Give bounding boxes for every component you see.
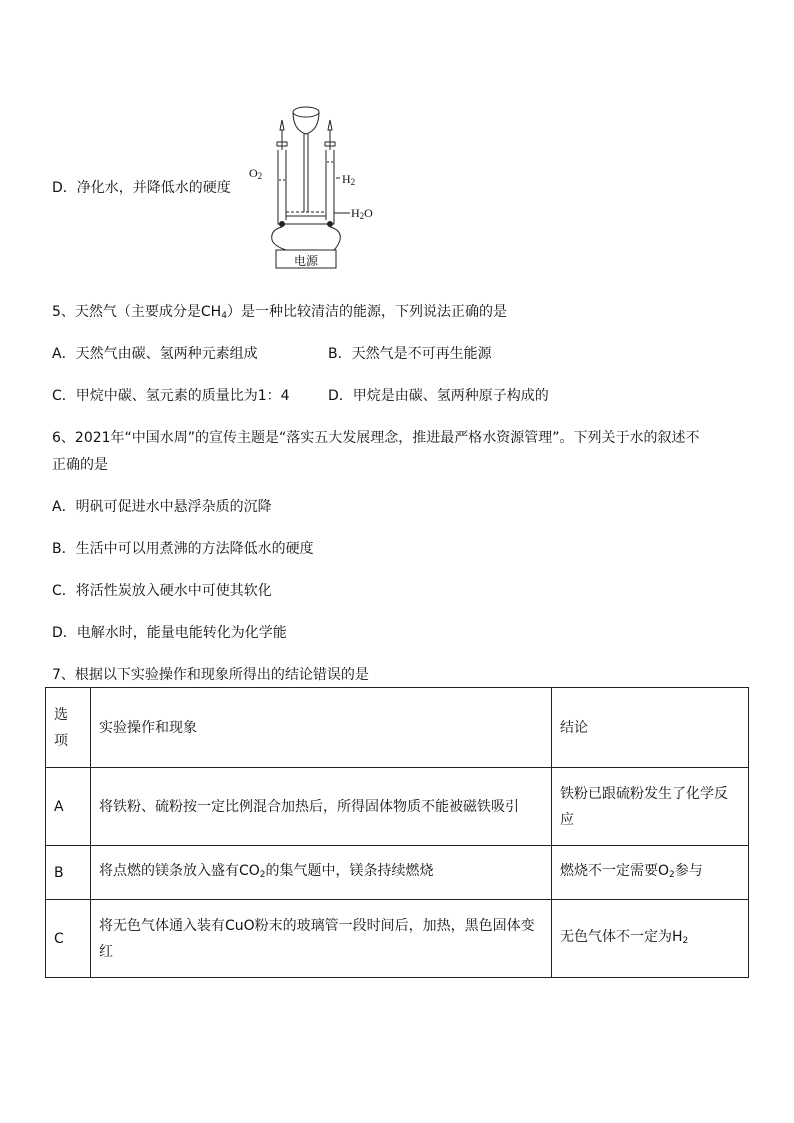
table-row	[46, 846, 749, 900]
label-o2: $O_2$	[249, 166, 263, 181]
q6-stem-line1: 6、2021年“中国水周”的宣传主题是“落实五大发展理念，推进最严格水资源管理”。下列关于水的叙述不	[52, 430, 700, 446]
q6-option-d: D．电解水时，能量电能转化为化学能	[52, 625, 287, 641]
label-h2: $H_2$	[342, 172, 356, 187]
q7-table	[45, 687, 749, 978]
row-conclusion: 燃烧不一定需要$O_2$参与	[552, 846, 749, 900]
header-conclusion: 结论	[552, 688, 749, 768]
table-header-row	[46, 688, 749, 768]
row-option: A	[46, 768, 91, 846]
q6-option-b: B．生活中可以用煮沸的方法降低水的硬度	[52, 541, 314, 557]
q5-option-c: C．甲烷中碳、氢元素的质量比为1：4	[52, 388, 290, 404]
electrolysis-apparatus-figure	[246, 100, 386, 270]
table-row	[46, 768, 749, 846]
q5-stem: 5、天然气（主要成分是$CH_4$）是一种比较清洁的能源，下列说法正确的是	[52, 304, 507, 321]
q6-stem-line2: 正确的是	[52, 457, 108, 473]
row-conclusion: 铁粉已跟硫粉发生了化学反应	[552, 768, 749, 846]
header-operation: 实验操作和现象	[91, 688, 552, 768]
row-operation: 将无色气体通入装有CuO粉末的玻璃管一段时间后，加热，黑色固体变红	[91, 900, 552, 978]
header-option: 选 项	[46, 688, 91, 768]
row-option: C	[46, 900, 91, 978]
q7-stem: 7、根据以下实验操作和现象所得出的结论错误的是	[52, 667, 369, 683]
q4-option-d: D．净化水，并降低水的硬度	[52, 180, 231, 196]
q6-option-a: A．明矾可促进水中悬浮杂质的沉降	[52, 499, 272, 515]
row-option: B	[46, 846, 91, 900]
q5-option-a: A．天然气由碳、氢两种元素组成	[52, 346, 258, 362]
row-operation: 将铁粉、硫粉按一定比例混合加热后，所得固体物质不能被磁铁吸引	[91, 768, 552, 846]
row-conclusion: 无色气体不一定为$H_2$	[552, 900, 749, 978]
q6-option-c: C．将活性炭放入硬水中可使其软化	[52, 583, 272, 599]
power-label: 电源	[293, 254, 318, 268]
row-operation: 将点燃的镁条放入盛有$CO_2$的集气题中，镁条持续燃烧	[91, 846, 552, 900]
q5-option-d: D．甲烷是由碳、氢两种原子构成的	[328, 388, 549, 404]
label-h2o: $H_2O$	[351, 206, 373, 221]
q5-option-b: B．天然气是不可再生能源	[328, 346, 492, 362]
table-row	[46, 900, 749, 978]
